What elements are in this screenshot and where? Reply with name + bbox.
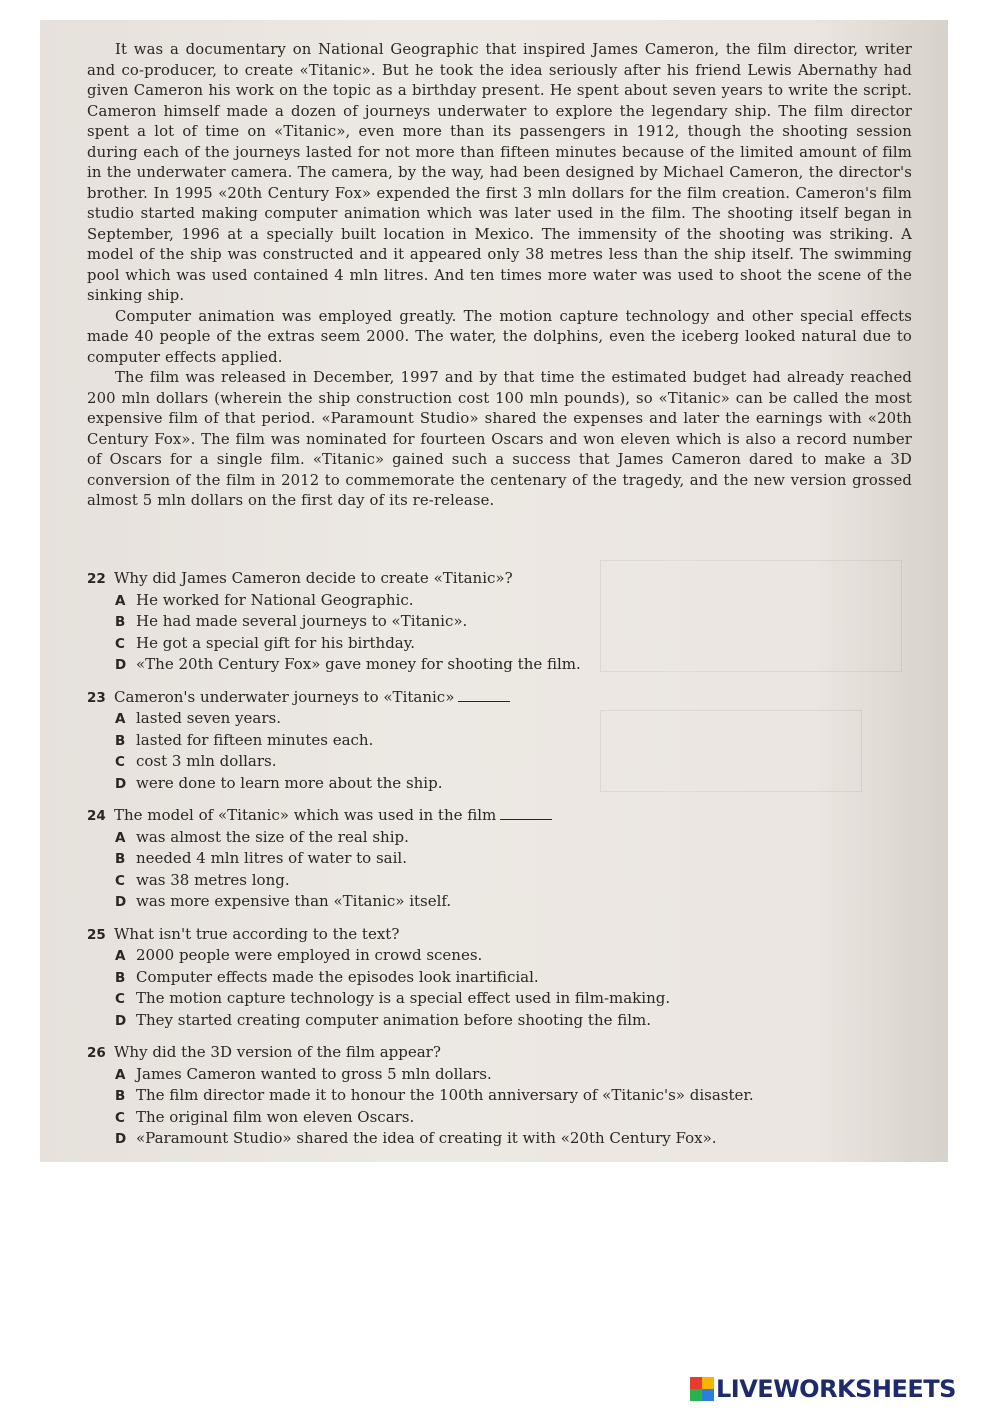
option-a[interactable]: A James Cameron wanted to gross 5 mln dollars. [115,1064,492,1083]
option-b[interactable]: B He had made several journeys to «Titanic». [115,612,468,630]
option-b[interactable]: B The film director made it to honour the 100th anniversary of «Titanic's» disaster. [115,1086,754,1104]
question-text: Cameron's underwater journeys to «Titanic» [114,687,455,706]
answer-blank[interactable] [500,807,552,820]
option-a[interactable]: A 2000 people were employed in crowd scenes. [115,946,483,964]
question-26 [87,1042,912,1150]
liveworksheets-logo-icon [690,1377,714,1401]
question-text: What isn't true according to the text? [114,924,400,943]
question-number: 26 [87,1045,106,1061]
logo-square [690,1389,702,1401]
passage-paragraph: It was a documentary on National Geographic that inspired James Cameron, the film director, writer and co-producer, to create «Titanic». But he took the idea seriously after his friend Lewis Abernathy had given Cameron his work on the topic as a birthday present. He spent about seven years to write the script. Cameron himself made a dozen of journeys underwater to explore the legendary ship. The film director spent a lot of time on «Titanic», even more than its passengers in 1912, though the shooting session during each of the journeys lasted for not more than fifteen minutes because of the limited amount of film in the underwater camera. The camera, by the way, had been designed by Michael Cameron, the director's brother. In 1995 «20th Century Fox» expended the first 3 mln dollars for the film creation. Cameron's film studio started making computer animation which was later used in the film. The shooting itself began in September, 1996 at a specially built location in Mexico. The immensity of the shooting was striking. A model of the ship was constructed and it appeared only 38 metres less than the ship itself. The swimming pool which was used contained 4 mln litres. And ten times more water was used to shoot the scene of the sinking ship. [87,41,912,304]
answer-blank[interactable] [458,689,510,702]
question-23 [87,687,912,795]
option-d[interactable]: D «The 20th Century Fox» gave money for shooting the film. [115,655,581,673]
reading-passage [87,40,912,512]
question-list [87,568,912,1161]
option-d[interactable]: D They started creating computer animation before shooting the film. [115,1010,652,1029]
option-b[interactable]: B needed 4 mln litres of water to sail. [115,849,407,867]
option-d[interactable]: D were done to learn more about the ship. [115,773,443,792]
logo-square [690,1377,702,1389]
question-number: 22 [87,571,106,587]
brand-name: LIVEWORKSHEETS [716,1375,956,1403]
option-b[interactable]: B Computer effects made the episodes look inartificial. [115,967,539,986]
question-24 [87,805,912,913]
scanned-page [40,20,948,1162]
logo-square [702,1389,714,1401]
option-d[interactable]: D was more expensive than «Titanic» itself. [115,892,452,910]
question-text: Why did the 3D version of the film appear? [114,1043,441,1061]
option-a[interactable]: A was almost the size of the real ship. [115,827,409,846]
option-a[interactable]: A He worked for National Geographic. [115,590,414,609]
option-a[interactable]: A lasted seven years. [115,709,281,727]
logo-square [702,1377,714,1389]
question-number: 25 [87,926,106,943]
liveworksheets-logo[interactable] [690,1376,956,1402]
question-number: 23 [87,689,106,706]
question-text: The model of «Titanic» which was used in the film [114,806,497,824]
question-number: 24 [87,808,106,824]
option-d[interactable]: D «Paramount Studio» shared the idea of creating it with «20th Century Fox». [115,1129,717,1147]
option-c[interactable]: C He got a special gift for his birthday. [115,633,415,652]
question-22 [87,568,912,676]
option-c[interactable]: C The motion capture technology is a special effect used in film-making. [115,989,671,1007]
passage-paragraph: Computer animation was employed greatly. The motion capture technology and other special effects made 40 people of the extras seem 2000. The water, the dolphins, even the iceberg looked natural due to computer effects applied. [87,307,912,366]
question-text: Why did James Cameron decide to create «Titanic»? [114,569,513,587]
question-25 [87,924,912,1032]
passage-paragraph: The film was released in December, 1997 and by that time the estimated budget had already reached 200 mln dollars (wherein the ship construction cost 100 mln pounds), so «Titanic» can be called the most expensive film of that period. «Paramount Studio» shared the expenses and later the earnings with «20th Century Fox». The film was nominated for fourteen Oscars and won eleven which is also a record number of Oscars for a single film. «Titanic» gained such a success that James Cameron dared to make a 3D conversion of the film in 2012 to commemorate the centenary of the tragedy, and the new version grossed almost 5 mln dollars on the first day of its re-release. [87,369,912,509]
option-c[interactable]: C The original film won eleven Oscars. [115,1107,415,1126]
option-c[interactable]: C was 38 metres long. [115,870,290,889]
option-c[interactable]: C cost 3 mln dollars. [115,752,277,770]
option-b[interactable]: B lasted for fifteen minutes each. [115,730,374,749]
